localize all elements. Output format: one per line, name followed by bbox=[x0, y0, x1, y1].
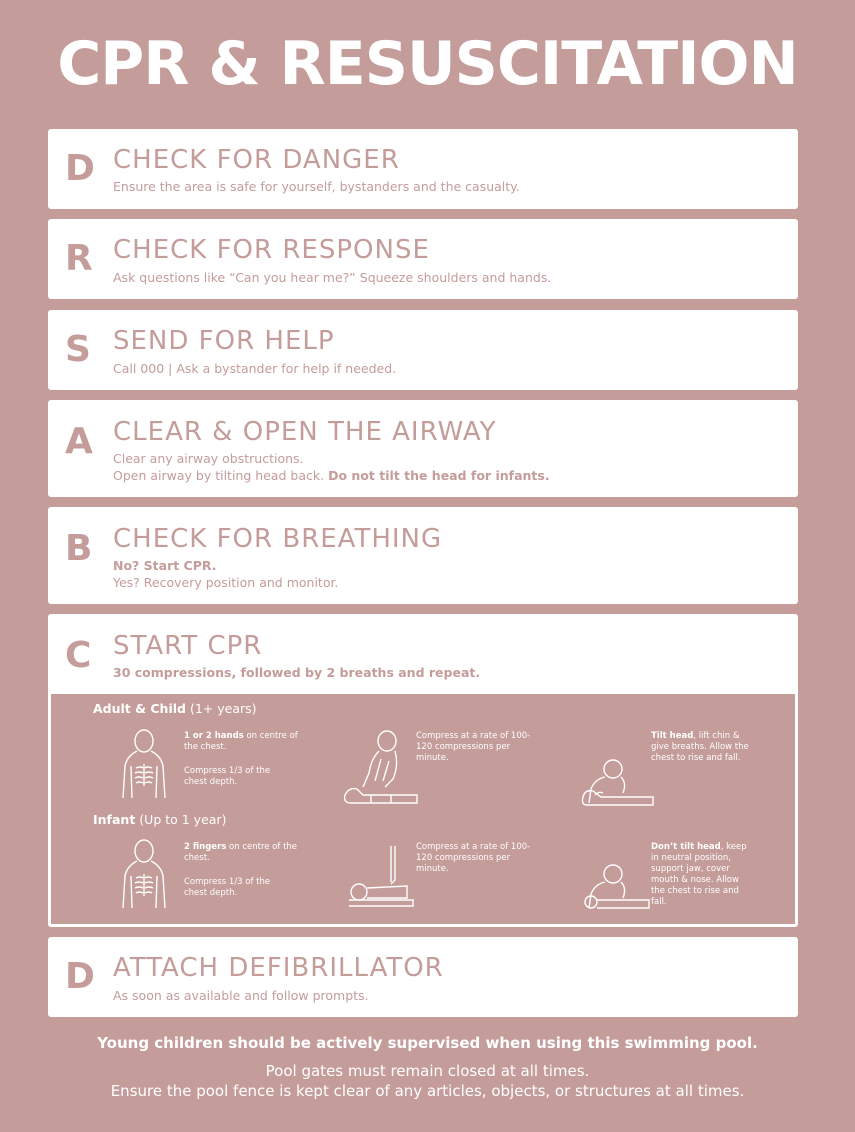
adult-label-age: (1+ years) bbox=[189, 701, 257, 716]
fence-notice: Ensure the pool fence is kept clear of any articles, objects, or structures at all times. bbox=[110, 1082, 745, 1100]
step-letter: B bbox=[65, 528, 93, 569]
adult-rescue-breath-icon bbox=[581, 759, 655, 807]
breath-bold: Tilt head bbox=[651, 731, 694, 741]
step-description: Call 000 | Ask a bystander for help if needed. bbox=[113, 361, 397, 376]
page-title: CPR & RESUSCITATION bbox=[57, 29, 798, 99]
infant-depth-text: Compress 1/3 of the chest depth. bbox=[184, 877, 271, 898]
infant-breath-text bbox=[651, 842, 751, 908]
adult-child-label bbox=[93, 701, 257, 717]
step-heading: CLEAR & OPEN THE AIRWAY bbox=[113, 417, 497, 447]
infant-rescue-breath-icon bbox=[581, 864, 655, 912]
step-letter: D bbox=[65, 956, 95, 997]
step-description: Ask questions like “Can you hear me?” Squeeze shoulders and hands. bbox=[113, 270, 552, 285]
infant-label-bold: Infant bbox=[93, 812, 136, 827]
infant-label bbox=[93, 812, 226, 828]
breath-bold: Don’t tilt head bbox=[651, 842, 721, 852]
step-response bbox=[48, 219, 798, 299]
step-description: Yes? Recovery position and monitor. bbox=[113, 575, 339, 590]
fingers-rest: on centre of the chest. bbox=[184, 842, 298, 863]
chest-ribs-icon bbox=[119, 728, 169, 800]
step-description: Clear any airway obstructions. bbox=[113, 451, 304, 466]
fingers-bold: 2 fingers bbox=[184, 842, 227, 852]
cpr-instructions-panel bbox=[51, 694, 795, 924]
step-send-help bbox=[48, 310, 798, 390]
step-letter: R bbox=[65, 238, 93, 279]
step-letter: C bbox=[65, 635, 92, 676]
step-heading: ATTACH DEFIBRILLATOR bbox=[113, 953, 444, 983]
step-description bbox=[113, 557, 217, 574]
infant-label-age: (Up to 1 year) bbox=[139, 812, 227, 827]
step-heading: SEND FOR HELP bbox=[113, 326, 335, 356]
step-danger bbox=[48, 129, 798, 209]
step-heading: CHECK FOR RESPONSE bbox=[113, 235, 430, 265]
step-airway bbox=[48, 400, 798, 497]
step-letter: S bbox=[65, 329, 91, 370]
chest-ribs-icon bbox=[119, 838, 169, 910]
infant-warning: Do not tilt the head for infants. bbox=[328, 468, 550, 483]
adult-breath-text bbox=[651, 731, 751, 764]
step-breathing bbox=[48, 507, 798, 604]
breath-rest: , lift chin & give breaths. Allow the chest to rise and fall. bbox=[651, 731, 749, 763]
hands-bold: 1 or 2 hands bbox=[184, 731, 244, 741]
no-breathing-instruction: No? Start CPR. bbox=[113, 558, 217, 573]
adult-hands-text bbox=[184, 731, 299, 753]
airway-instruction: Open airway by tilting head back. bbox=[113, 468, 325, 483]
step-description: As soon as available and follow prompts. bbox=[113, 988, 369, 1003]
cpr-cycle-instruction: 30 compressions, followed by 2 breaths and repeat. bbox=[113, 665, 481, 680]
supervision-notice: Young children should be actively supervised when using this swimming pool. bbox=[97, 1034, 758, 1052]
step-heading: START CPR bbox=[113, 631, 263, 661]
step-start-cpr bbox=[48, 614, 798, 927]
step-description: Ensure the area is safe for yourself, bystanders and the casualty. bbox=[113, 179, 520, 194]
step-description bbox=[113, 467, 550, 484]
adult-rate-text: Compress at a rate of 100-120 compressions per minute. bbox=[416, 731, 531, 763]
step-letter: D bbox=[65, 148, 95, 189]
adult-depth-text: Compress 1/3 of the chest depth. bbox=[184, 766, 271, 787]
adult-compression-icon bbox=[341, 729, 421, 809]
breath-rest: , keep in neutral position, support jaw, cover mouth & nose. Allow the chest to rise and fall. bbox=[651, 842, 747, 907]
infant-compression-icon bbox=[347, 844, 417, 908]
hands-rest: on centre of the chest. bbox=[184, 731, 298, 752]
step-heading: CHECK FOR BREATHING bbox=[113, 524, 443, 554]
gate-notice: Pool gates must remain closed at all times. bbox=[265, 1062, 590, 1080]
step-letter: A bbox=[65, 421, 93, 462]
adult-label-bold: Adult & Child bbox=[93, 701, 186, 716]
step-description bbox=[113, 664, 480, 681]
step-heading: CHECK FOR DANGER bbox=[113, 145, 400, 175]
infant-rate-text: Compress at a rate of 100-120 compressions per minute. bbox=[416, 842, 531, 874]
step-defibrillator bbox=[48, 937, 798, 1017]
infant-fingers-text bbox=[184, 842, 299, 864]
